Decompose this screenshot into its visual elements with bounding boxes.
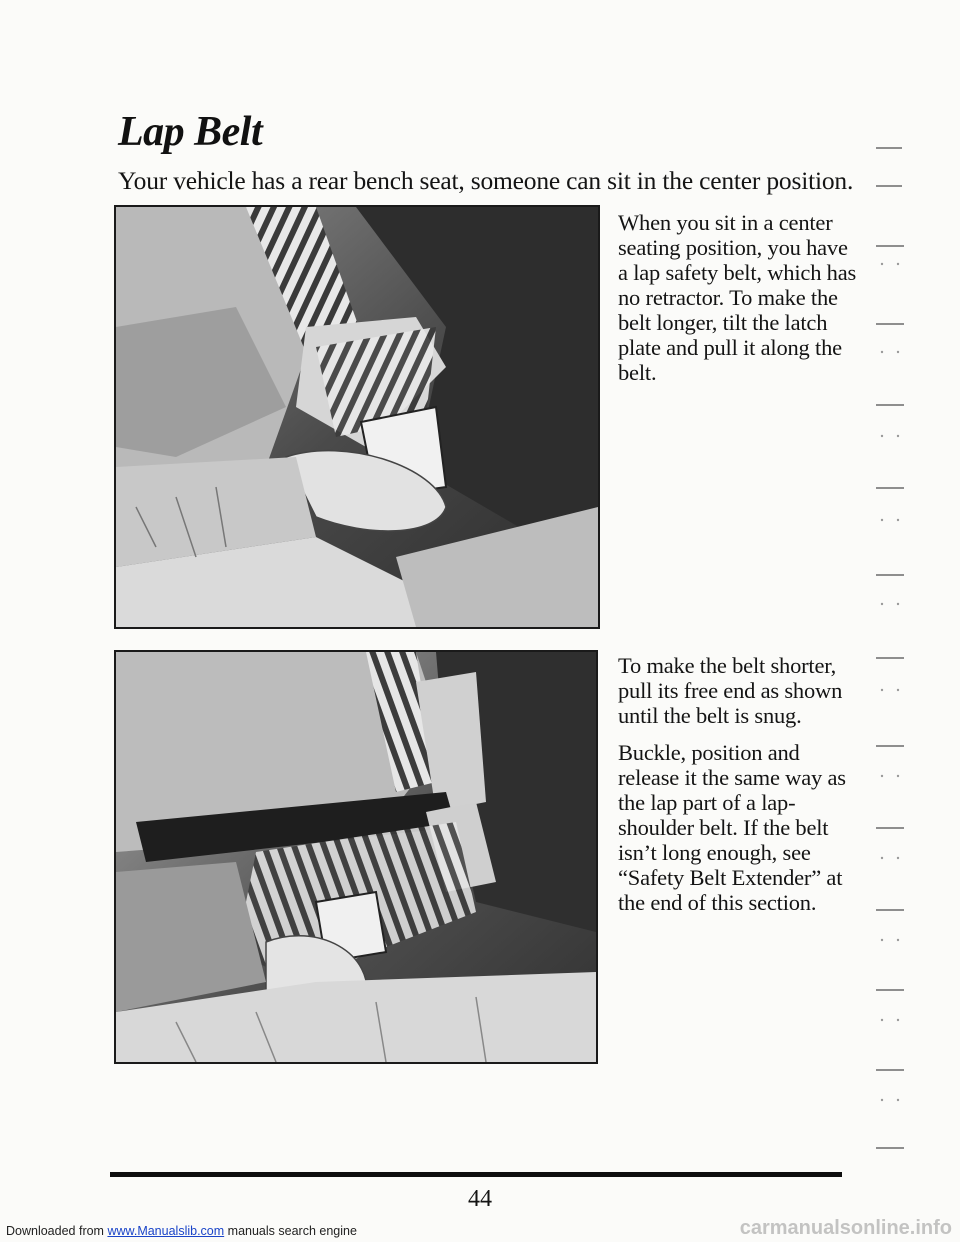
paragraph: Buckle, position and release it the same way as the lap part of a lap-shoulder belt. If the belt isn’t long enough, see “Safety Belt Extender” at the end of this section.	[618, 740, 846, 915]
page-edge-marks	[872, 0, 912, 1242]
download-suffix: manuals search engine	[227, 1224, 357, 1238]
paragraph: When you sit in a center seating position, you have a lap safety belt, which has no retractor. To make the belt longer, tilt the latch plate and pull it along the belt.	[618, 210, 857, 385]
illustration-lengthen-belt	[114, 205, 600, 629]
shorten-instructions	[618, 653, 858, 927]
download-note	[6, 1224, 357, 1238]
page-number: 44	[468, 1186, 492, 1212]
download-prefix: Downloaded from	[6, 1224, 104, 1238]
paragraph: To make the belt shorter, pull its free end as shown until the belt is snug.	[618, 653, 843, 728]
illustration-shorten-belt	[114, 650, 598, 1064]
page-heading: Lap Belt	[118, 109, 263, 155]
lengthen-instructions	[618, 210, 858, 397]
watermark: carmanualsonline.info	[739, 1217, 952, 1239]
intro-text: Your vehicle has a rear bench seat, someone can sit in the center position.	[118, 166, 854, 195]
footer-rule	[110, 1172, 842, 1177]
manualslib-link[interactable]: www.Manualslib.com	[107, 1224, 225, 1238]
